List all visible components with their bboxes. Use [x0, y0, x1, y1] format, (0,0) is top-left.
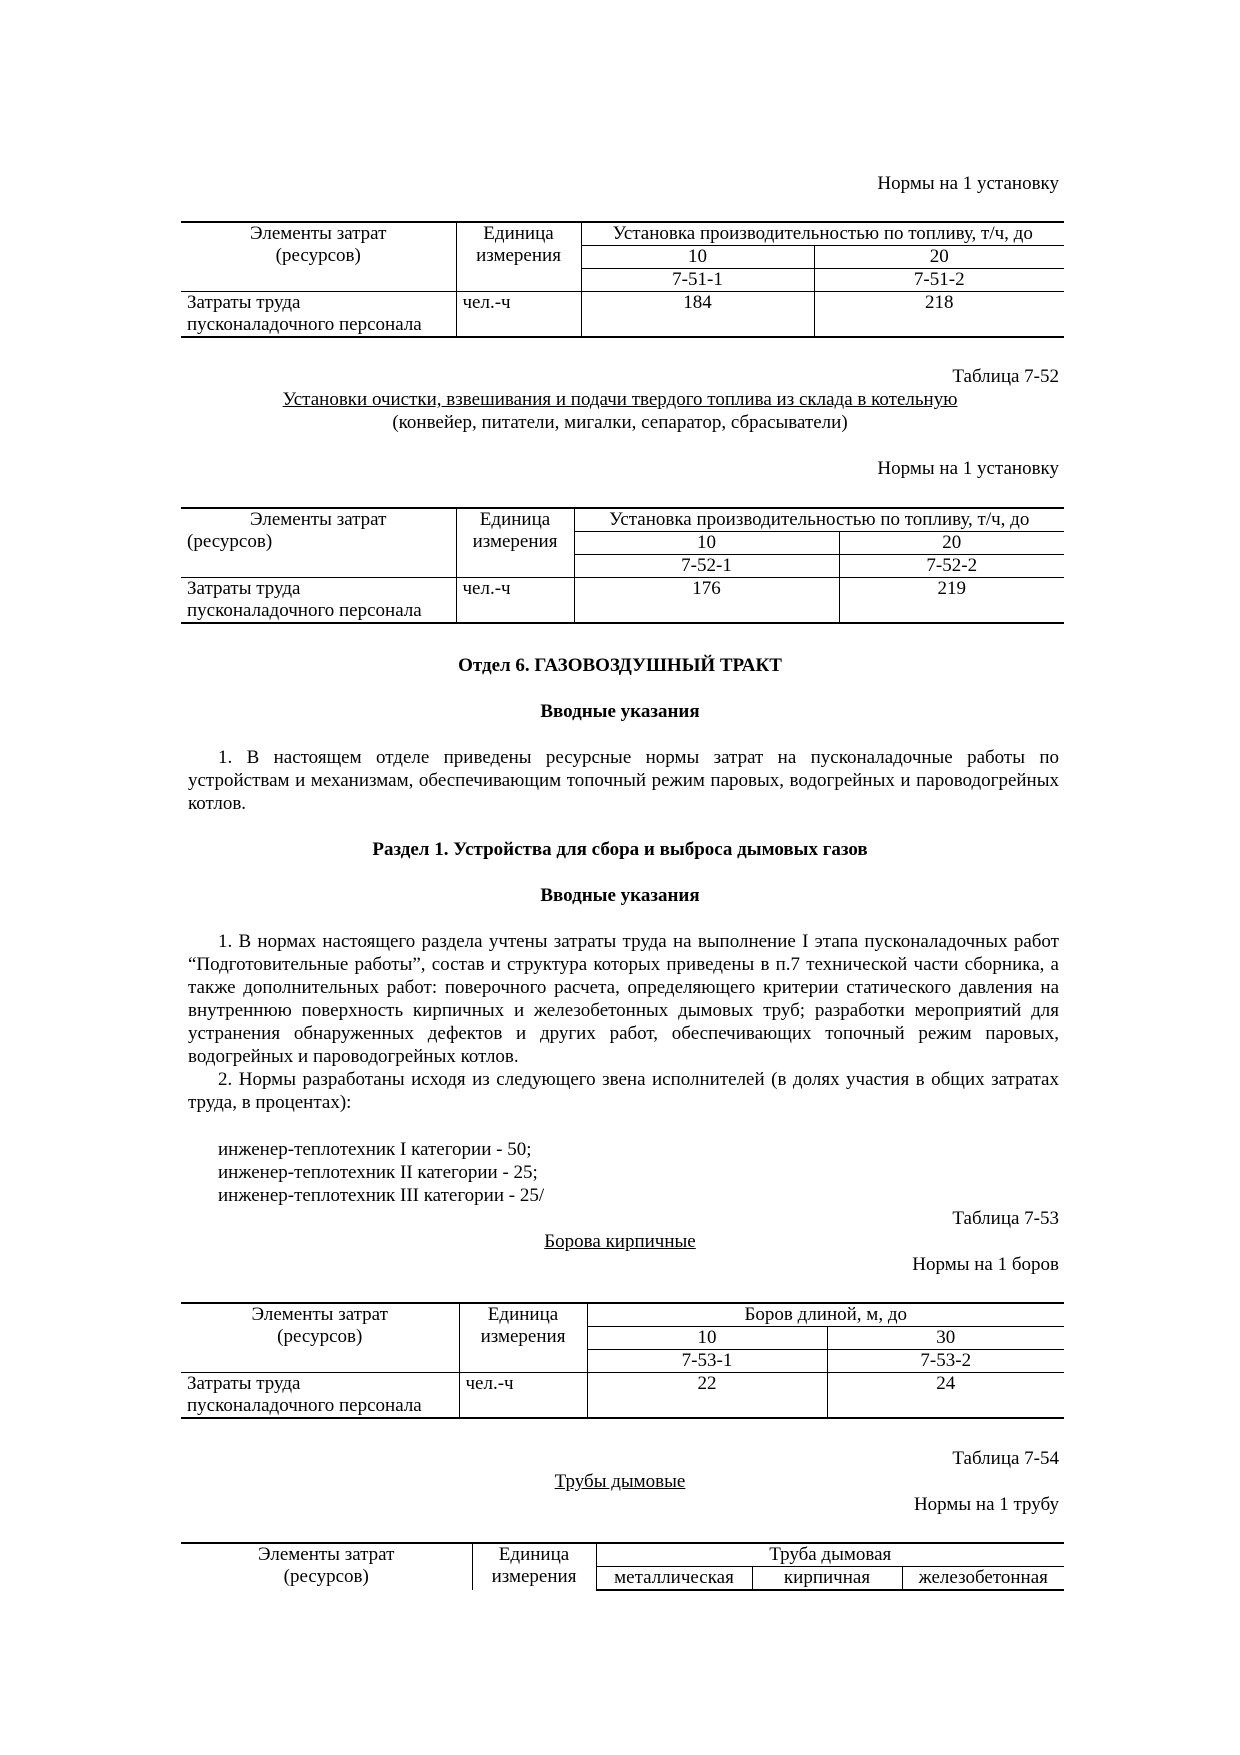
row-unit: чел.-ч: [456, 578, 574, 624]
table-title: Борова кирпичные: [544, 1231, 696, 1252]
group-header: Боров длиной, м, до: [587, 1303, 1064, 1327]
list-item: инженер-теплотехник III категории - 25/: [218, 1185, 545, 1206]
code-cell: 7-52-2: [839, 555, 1064, 578]
norm-label: Нормы на 1 установку: [877, 458, 1059, 479]
norms-table-7-52: [181, 507, 1064, 624]
subheader-cell: 20: [814, 246, 1064, 269]
norms-table-7-54: [181, 1542, 1064, 1591]
list-item: инженер-теплотехник I категории - 50;: [218, 1139, 532, 1160]
list-item: инженер-теплотехник II категории - 25;: [218, 1162, 538, 1183]
value-cell: 219: [839, 578, 1064, 624]
row-unit: чел.-ч: [456, 292, 581, 338]
table-title: Установки очистки, взвешивания и подачи твердого топлива из склада в котельную: [282, 389, 958, 410]
subheader-cell: кирпичная: [752, 1567, 902, 1591]
subheader-cell: 20: [839, 532, 1064, 555]
code-cell: 7-51-1: [581, 269, 814, 292]
code-cell: 7-51-2: [814, 269, 1064, 292]
subheader-cell: 10: [587, 1327, 827, 1350]
col-header-elements: Элементы затрат (ресурсов): [181, 508, 456, 578]
col-header-elements: Элементы затрат (ресурсов): [181, 1303, 459, 1373]
table-number: Таблица 7-54: [952, 1448, 1059, 1469]
intro-heading: Вводные указания: [540, 885, 700, 906]
norms-table-7-51: [181, 221, 1064, 338]
table-title: Трубы дымовые: [554, 1471, 686, 1492]
row-label: Затраты труда пусконаладочного персонала: [181, 292, 456, 338]
value-cell: 24: [827, 1373, 1064, 1419]
norm-label: Нормы на 1 трубу: [913, 1494, 1059, 1515]
group-header: Установка производительностью по топливу, т/ч, до: [581, 222, 1064, 246]
subheader-cell: металлическая: [596, 1567, 752, 1591]
section-heading: Отдел 6. ГАЗОВОЗДУШНЫЙ ТРАКТ: [458, 655, 782, 676]
row-label: Затраты труда пусконаладочного персонала: [181, 578, 456, 624]
subheader-cell: железобетонная: [902, 1567, 1064, 1591]
value-cell: 22: [587, 1373, 827, 1419]
table-number: Таблица 7-52: [952, 366, 1059, 387]
norms-table-7-53: [181, 1302, 1064, 1419]
subheader-cell: 10: [574, 532, 839, 555]
col-header-unit: Единица измерения: [456, 508, 574, 578]
subheader-cell: 10: [581, 246, 814, 269]
table-subtitle: (конвейер, питатели, мигалки, сепаратор, сбрасыватели): [392, 412, 848, 433]
col-header-elements: Элементы затрат (ресурсов): [181, 222, 456, 292]
subheader-cell: 30: [827, 1327, 1064, 1350]
group-header: Труба дымовая: [596, 1543, 1064, 1567]
group-header: Установка производительностью по топливу, т/ч, до: [574, 508, 1064, 532]
value-cell: 176: [574, 578, 839, 624]
col-header-unit: Единица измерения: [456, 222, 581, 292]
table-number: Таблица 7-53: [952, 1208, 1059, 1229]
intro-heading: Вводные указания: [540, 701, 700, 722]
code-cell: 7-52-1: [574, 555, 839, 578]
section-intro-text: 1. В настоящем отделе приведены ресурсные нормы затрат на пусконаладочные работы по устройствам и механизмам, обеспечивающим топочный режим паровых, водогрейных и пароводогрейных котлов.: [188, 747, 1059, 814]
subsection-intro-text: 1. В нормах настоящего раздела учтены затраты труда на выполнение I этапа пусконаладочных работ “Подготовительные работы”, состав и структура которых приведены в п.7 технической части сборника, а также дополнительных работ: поверочного расчета, определяющего критерии статического давления на внутреннюю поверхность кирпичных и железобетонных дымовых труб; разработки мероприятий для устранения обнаруженных дефектов и других работ, обеспечивающих топочный режим паровых, водогрейных и пароводогрейных котлов. 2. Нормы разработаны исходя из следующего звена исполнителей (в долях участия в общих затратах труда, в процентах):: [188, 931, 1059, 1113]
row-label: Затраты труда пусконаладочного персонала: [181, 1373, 459, 1419]
col-header-unit: Единица измерения: [459, 1303, 587, 1373]
row-unit: чел.-ч: [459, 1373, 587, 1419]
norm-label: Нормы на 1 боров: [912, 1254, 1059, 1275]
code-cell: 7-53-2: [827, 1350, 1064, 1373]
col-header-elements: Элементы затрат (ресурсов): [181, 1543, 472, 1590]
value-cell: 184: [581, 292, 814, 338]
subsection-heading: Раздел 1. Устройства для сбора и выброса дымовых газов: [372, 839, 868, 860]
value-cell: 218: [814, 292, 1064, 338]
norm-label: Нормы на 1 установку: [877, 173, 1059, 194]
col-header-unit: Единица измерения: [472, 1543, 596, 1590]
code-cell: 7-53-1: [587, 1350, 827, 1373]
